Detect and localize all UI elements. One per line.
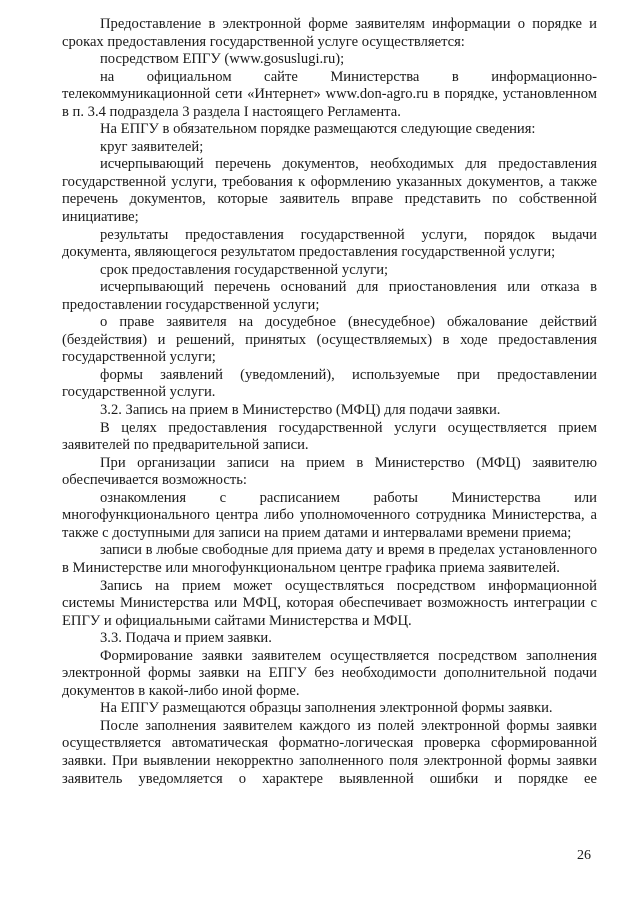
paragraph-epgu-info-heading: На ЕПГУ в обязательном порядке размещаются следующие сведения: [100, 121, 536, 138]
paragraph-info-provision: Предоставление в электронной форме заявителям информации о порядке и сроках предоставления государственной услуге осуществляется: [62, 16, 597, 50]
list-item-free-slots: записи в любые свободные для приема дату и время в пределах установленного в Министерстве или многофункциональном центре графика приема заявителей. [62, 542, 597, 576]
list-item-forms: формы заявлений (уведомлений), используемые при предоставлении государственной услуги. [62, 366, 597, 401]
list-item-term: срок предоставления государственной услуги; [100, 261, 389, 278]
page-number: 26 [577, 848, 591, 863]
paragraph-application-forming: Формирование заявки заявителем осуществляется посредством заполнения электронной формы заявки на ЕПГУ без необходимости дополнительной подачи документов в какой-либо иной форме. [62, 647, 597, 699]
list-item-refusal-grounds: исчерпывающий перечень оснований для приостановления или отказа в предоставлении государственной услуги; [62, 279, 597, 313]
paragraph-registration-system: Запись на прием может осуществляться посредством информационной системы Министерства или МФЦ, которая обеспечивает возможность интеграции с ЕПГУ и официальными сайтами Министерства и МФЦ. [62, 577, 597, 629]
paragraph-via-epgu: посредством ЕПГУ (www.gosuslugi.ru); [100, 51, 345, 68]
paragraph-form-samples: На ЕПГУ размещаются образцы заполнения электронной формы заявки. [100, 700, 553, 717]
list-item-schedule: ознакомления с расписанием работы Министерства или многофункционального центра либо уполномоченного сотрудника Министерства, а также с доступными для записи на прием датами и интервалами времени приема; [62, 489, 597, 541]
paragraph-format-check: После заполнения заявителем каждого из полей электронной формы заявки осуществляется автоматическая форматно-логическая проверка сформированной заявки. При выявлении некорректно заполненного поля электронной формы заявки заявитель уведомляется о характере выявленной ошибки и порядке ее [62, 717, 597, 787]
list-item-results: результаты предоставления государственной услуги, порядок выдачи документа, являющегося результатом предоставления государственной услуги; [62, 226, 597, 261]
paragraph-pre-registration: В целях предоставления государственной услуги осуществляется прием заявителей по предварительной записи. [62, 419, 597, 454]
paragraph-registration-options: При организации записи на прием в Министерство (МФЦ) заявителю обеспечивается возможность: [62, 454, 597, 489]
list-item-appeal-right: о праве заявителя на досудебное (внесудебное) обжалование действий (бездействия) и решений, принятых (осуществляемых) в ходе предоставления государственной услуги; [62, 314, 597, 366]
document-page [62, 16, 597, 788]
list-item-documents: исчерпывающий перечень документов, необходимых для предоставления государственной услуги, требования к оформлению указанных документов, а также перечень документов, которые заявитель вправе представить по собственной инициативе; [62, 156, 597, 226]
paragraph-official-site: на официальном сайте Министерства в информационно-телекоммуникационной сети «Интернет» www.don-agro.ru в порядке, установленном в п. 3.4 подраздела 3 раздела I настоящего Регламента. [62, 68, 597, 120]
section-heading-3-3: 3.3. Подача и прием заявки. [100, 630, 272, 647]
section-heading-3-2: 3.2. Запись на прием в Министерство (МФЦ) для подачи заявки. [100, 402, 501, 419]
list-item-applicants: круг заявителей; [100, 138, 204, 155]
